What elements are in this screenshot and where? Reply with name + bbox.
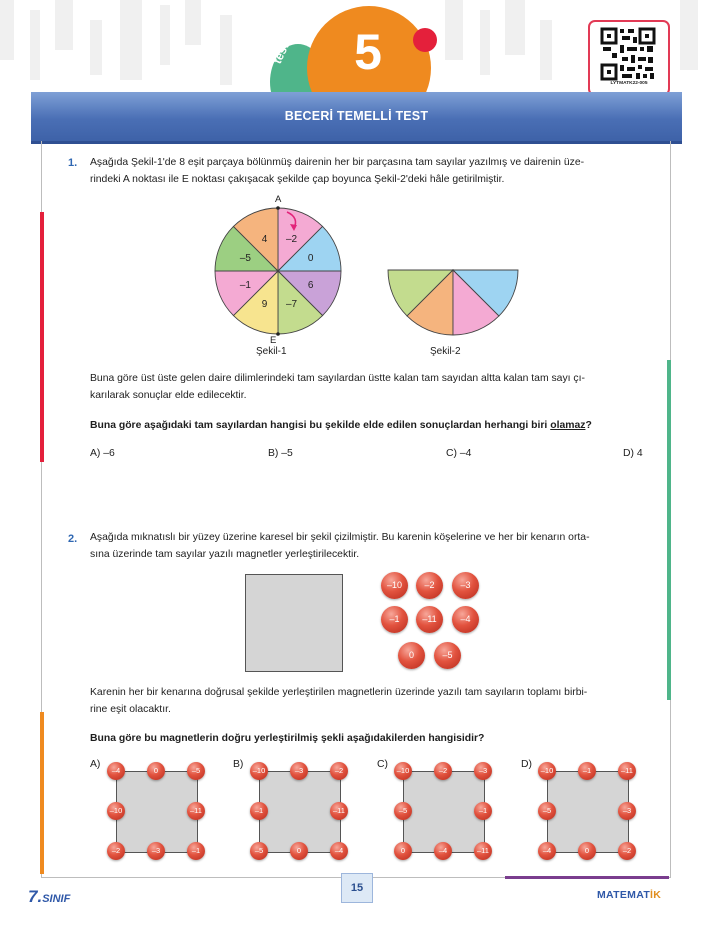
magnetic-square xyxy=(245,574,343,672)
question-2-intro xyxy=(90,530,660,564)
magnet: 0 xyxy=(147,762,165,780)
question-2-prompt: Buna göre bu magnetlerin doğru yerleştirilmiş şekli aşağıdakilerden hangisidir? xyxy=(90,733,485,744)
pie-slice-label: –1 xyxy=(239,280,251,291)
magnet: –3 xyxy=(618,802,636,820)
question-2-option-label[interactable]: C) xyxy=(377,759,388,770)
question-1-option-d[interactable]: D) 4 xyxy=(623,448,643,459)
magnet: –10 xyxy=(381,572,408,599)
magnet: –10 xyxy=(107,802,125,820)
question-1-prompt-end: ? xyxy=(585,420,592,431)
magnet: –3 xyxy=(290,762,308,780)
content-frame xyxy=(41,141,671,878)
question-1-explanation xyxy=(90,371,660,405)
side-stripe-red xyxy=(40,212,44,462)
bottom-stripe xyxy=(505,876,669,879)
magnet: –11 xyxy=(474,842,492,860)
magnet: 0 xyxy=(394,842,412,860)
question-2-option-label[interactable]: B) xyxy=(233,759,244,770)
magnet: –1 xyxy=(381,606,408,633)
magnet: –5 xyxy=(250,842,268,860)
magnet: 0 xyxy=(398,642,425,669)
magnet: –2 xyxy=(107,842,125,860)
question-1-prompt xyxy=(90,418,665,435)
magnet: 0 xyxy=(578,842,596,860)
option-square xyxy=(259,771,341,853)
figure-1-caption: Şekil-1 xyxy=(256,346,287,357)
magnet: –5 xyxy=(538,802,556,820)
pie-slice-label: 9 xyxy=(261,299,268,311)
question-1-option-a[interactable]: A) –6 xyxy=(90,448,115,459)
magnet: –5 xyxy=(187,762,205,780)
magnet: –1 xyxy=(474,802,492,820)
subject-main: MATEMAT xyxy=(597,889,651,901)
magnet: –3 xyxy=(474,762,492,780)
question-2-number: 2. xyxy=(68,533,78,545)
pie-slice-label: –2 xyxy=(285,233,298,245)
question-2-intro-line1: Aşağıda mıknatıslı bir yüzey üzerine karesel bir şekil çizilmiştir. Bu karenin köşelerine ve her bir kenarın orta- xyxy=(90,532,590,543)
question-1-intro-line1: Aşağıda Şekil-1'de 8 eşit parçaya bölünmüş dairenin her bir parçasına tam sayılar yazılmış ve dairenin üze- xyxy=(90,157,585,168)
magnet: –5 xyxy=(394,802,412,820)
magnet: –10 xyxy=(250,762,268,780)
magnet: –10 xyxy=(394,762,412,780)
magnet: –4 xyxy=(330,842,348,860)
magnet: –11 xyxy=(330,802,348,820)
question-2-explanation xyxy=(90,685,660,719)
question-1-number: 1. xyxy=(68,157,78,169)
magnet: –11 xyxy=(416,606,443,633)
test-word: test xyxy=(270,40,292,66)
question-1-intro-line2: rindeki A noktası ile E noktası çakışacak şekilde çap boyunca Şekil-2'deki hâle getirilmiştir. xyxy=(90,173,505,185)
magnet: –2 xyxy=(330,762,348,780)
pie-slice-label: 4 xyxy=(261,233,268,245)
subject-label xyxy=(597,889,661,901)
question-2-option-label[interactable]: D) xyxy=(521,759,532,770)
question-2-text-line2: rine eşit olacaktır. xyxy=(90,703,171,715)
question-1-prompt-text: Buna göre aşağıdaki tam sayılardan hangisi bu şekilde elde edilen sonuçlardan herhangi biri xyxy=(90,420,551,431)
pie-slice-label: 6 xyxy=(307,280,314,291)
magnet: –3 xyxy=(452,572,479,599)
test-number: 5 xyxy=(354,24,382,80)
grade-word: SINIF xyxy=(42,893,71,905)
figure-2-semicircle xyxy=(385,265,525,340)
option-square xyxy=(547,771,629,853)
magnet: –11 xyxy=(187,802,205,820)
qr-code-icon xyxy=(600,27,656,81)
qr-code-caption: LYTMATK22-005 xyxy=(610,81,648,86)
magnet: –2 xyxy=(416,572,443,599)
figure-1-circle xyxy=(210,190,352,360)
magnet: –5 xyxy=(434,642,461,669)
point-a-dot xyxy=(276,206,280,210)
magnet: –1 xyxy=(578,762,596,780)
pie-slice-label: 0 xyxy=(307,253,314,264)
point-e-label: E xyxy=(270,335,277,346)
magnet: –4 xyxy=(107,762,125,780)
question-2-intro-line2: sına üzerinde tam sayılar yazılı magnetler yerleştirilecektir. xyxy=(90,548,360,560)
question-1-prompt-underlined: olamaz xyxy=(550,420,586,431)
point-a-label: A xyxy=(275,194,282,205)
point-e-dot xyxy=(276,332,280,336)
magnet: –4 xyxy=(538,842,556,860)
side-stripe-orange xyxy=(40,712,44,874)
magnet: –4 xyxy=(434,842,452,860)
magnet: –2 xyxy=(434,762,452,780)
magnet: –1 xyxy=(187,842,205,860)
grade-number: 7. xyxy=(28,887,43,906)
magnet: 0 xyxy=(290,842,308,860)
test-title-banner xyxy=(31,92,682,144)
question-1-intro xyxy=(90,155,660,189)
question-2-text-line1: Karenin her bir kenarına doğrusal şekilde yerleştirilen magnetlerin üzerinde yazılı tam sayıların toplamı birbi- xyxy=(90,687,588,698)
magnet: –2 xyxy=(618,842,636,860)
magnet: –10 xyxy=(538,762,556,780)
magnet: –4 xyxy=(452,606,479,633)
question-1-option-b[interactable]: B) –5 xyxy=(268,448,293,459)
option-square xyxy=(116,771,198,853)
pie-slice-label: –5 xyxy=(239,253,251,264)
grade-label xyxy=(28,887,70,907)
question-1-text-line2: karılarak sonuçlar elde edilecektir. xyxy=(90,389,247,401)
magnet: –3 xyxy=(147,842,165,860)
question-1-text-line1: Buna göre üst üste gelen daire dilimlerindeki tam sayılardan üstte kalan tam sayıdan altta kalan tam sayı çı- xyxy=(90,373,585,384)
qr-code-box[interactable] xyxy=(588,20,670,96)
pie-slice-label: –7 xyxy=(285,299,298,311)
figure-2-caption: Şekil-2 xyxy=(430,346,461,357)
magnet: –11 xyxy=(618,762,636,780)
question-2-option-label[interactable]: A) xyxy=(90,759,101,770)
test-title: BECERİ TEMELLİ TEST xyxy=(284,109,429,123)
option-square xyxy=(403,771,485,853)
magnet: –1 xyxy=(250,802,268,820)
side-stripe-green xyxy=(667,360,671,700)
question-1-option-c[interactable]: C) –4 xyxy=(446,448,472,459)
subject-accent: İK xyxy=(650,889,662,901)
page-number: 15 xyxy=(341,873,373,903)
